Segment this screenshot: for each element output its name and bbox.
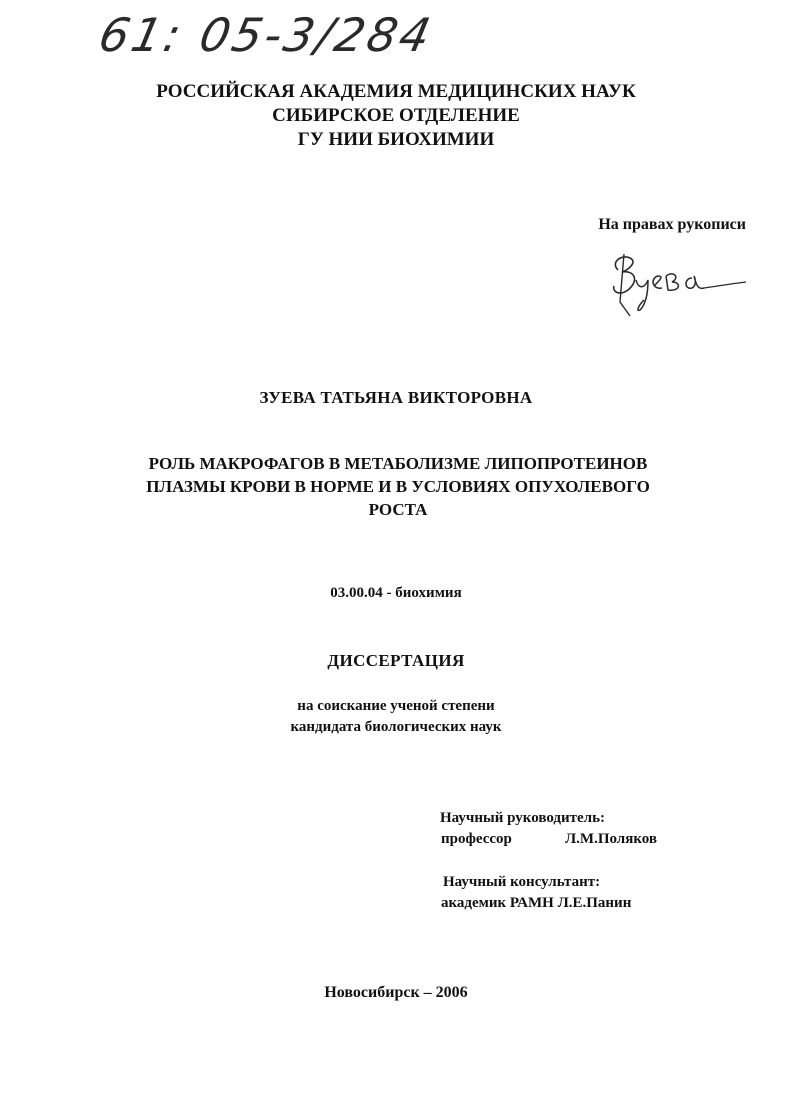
degree-line-2: кандидата биологических наук [290,719,502,735]
author-name: ЗУЕВА ТАТЬЯНА ВИКТОРОВНА [259,388,533,407]
dissertation-title [100,452,696,521]
specialty-code: 03.00.04 - биохимия [330,585,462,601]
degree-line-1: на соискание ученой степени [297,698,495,714]
signature-icon [600,240,750,320]
institution-header [0,80,792,152]
city-year: Новосибирск – 2006 [324,984,468,1001]
supervisor-label: Научный руководитель: [440,810,605,826]
archive-code-handwritten: 61: 05-3/284 [94,8,439,62]
degree-statement [0,696,792,738]
manuscript-rights-note: На правах рукописи [598,216,746,233]
supervisor-name: Л.М.Поляков [565,831,658,847]
document-type: ДИССЕРТАЦИЯ [327,651,465,670]
title-line-2: ПЛАЗМЫ КРОВИ В НОРМЕ И В УСЛОВИЯХ ОПУХОЛЕВОГО [146,477,650,496]
institution-line-institute: ГУ НИИ БИОХИМИИ [297,129,495,150]
institution-line-academy: РОССИЙСКАЯ АКАДЕМИЯ МЕДИЦИНСКИХ НАУК [156,81,636,102]
supervisor-rank: профессор [441,831,512,847]
title-line-3: РОСТА [368,500,428,519]
consultant-rank-name: академик РАМН Л.Е.Панин [441,895,632,911]
institution-line-branch: СИБИРСКОЕ ОТДЕЛЕНИЕ [272,105,520,126]
title-line-1: РОЛЬ МАКРОФАГОВ В МЕТАБОЛИЗМЕ ЛИПОПРОТЕИНОВ [148,454,648,473]
consultant-label: Научный консультант: [443,874,601,890]
